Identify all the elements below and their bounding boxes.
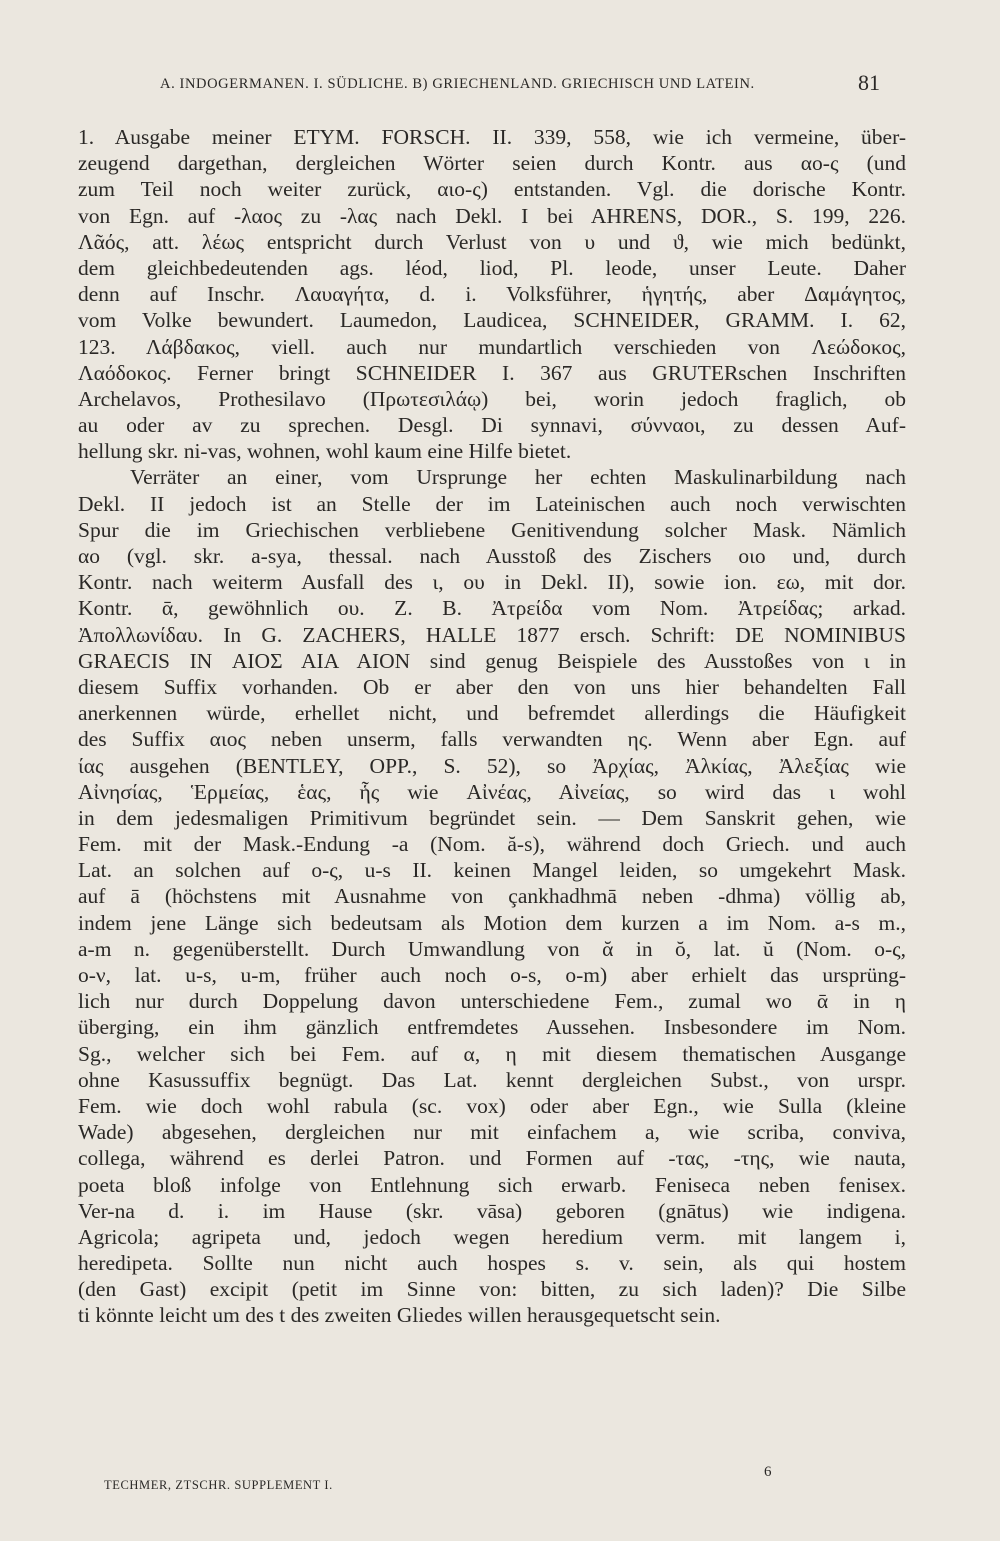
text-line: Kontr. ᾱ, gewöhnlich ου. Z. B. Ἀτρείδα vom Nom. Ἀτρείδας; arkad.	[78, 596, 906, 621]
page-number: 81	[858, 70, 880, 95]
text-line: diesem Suffix vorhanden. Ob er aber den von uns hier behandelten Fall	[78, 674, 906, 699]
text-line: ti könnte leicht um des t des zweiten Gliedes willen herausgequetscht sein.	[78, 1303, 721, 1328]
text-line: Verräter an einer, vom Ursprunge her echten Maskulinarbildung nach	[130, 465, 906, 490]
text-line: au oder av zu sprechen. Desgl. Di synnavi, σύνναοι, zu dessen Auf-	[78, 413, 906, 438]
text-line: Agricola; agripeta und, jedoch wegen heredium verm. mit langem i,	[78, 1224, 906, 1249]
text-line: zeugend dargethan, dergleichen Wörter seien durch Kontr. aus αο-ς (und	[78, 151, 906, 176]
text-line: in dem jedesmaligen Primitivum begründet sein. — Dem Sanskrit gehen, wie	[78, 805, 906, 830]
sheet-number: 6	[764, 1464, 772, 1480]
text-line: Kontr. nach weiterm Ausfall des ι, ου in Dekl. II), sowie ion. εω, mit dor.	[78, 570, 906, 595]
text-line: überging, ein ihm gänzlich entfremdetes Aussehen. Insbesondere im Nom.	[78, 1015, 906, 1040]
text-line: (den Gast) excipit (petit im Sinne von: bitten, zu sich laden)? Die Silbe	[78, 1277, 906, 1302]
running-head-title: A. INDOGERMANEN. I. SÜDLICHE. B) GRIECHENLAND. GRIECHISCH UND LATEIN.	[160, 76, 755, 92]
body-text	[78, 124, 906, 1329]
text-line: Fem. wie doch wohl rabula (sc. vox) oder aber Egn., wie Sulla (kleine	[78, 1093, 906, 1118]
text-line: heredipeta. Sollte nun nicht auch hospes s. v. sein, als qui hostem	[78, 1251, 906, 1276]
text-line: 123. Λάβδακος, viell. auch nur mundartlich verschieden von Λεώδοκος,	[78, 334, 906, 359]
text-line: Αἰνησίας, Ἑρμείας, ἑας, ἧς wie Αἰνέας, Αἰνείας, so wird das ι wohl	[78, 779, 906, 804]
text-line: des Suffix αιος neben unserm, falls verwandten ης. Wenn aber Egn. auf	[78, 727, 906, 752]
text-line: ίας ausgehen (BENTLEY, OPP., S. 52), so Ἀρχίας, Ἀλκίας, Ἀλεξίας wie	[78, 753, 906, 778]
text-line: lich nur durch Doppelung davon unterschiedene Fem., zumal wo ᾱ in η	[78, 989, 906, 1014]
text-line: poeta bloß infolge von Entlehnung sich erwarb. Feniseca neben fenisex.	[78, 1172, 906, 1197]
text-line: Archelavos, Prothesilavo (Πρωτεσιλάῳ) bei, worin jedoch fraglich, ob	[78, 386, 906, 411]
text-line: a-m n. gegenüberstellt. Durch Umwandlung von ᾰ in ŏ, lat. ŭ (Nom. ο-ς,	[78, 936, 906, 961]
text-line: GRAECIS IN ΑΙΟΣ ΑΙΑ ΑΙΟΝ sind genug Beispiele des Ausstoßes von ι in	[78, 648, 906, 673]
text-line: dem gleichbedeutenden ags. léod, liod, Pl. leode, unser Leute. Daher	[78, 255, 906, 280]
text-line: collega, während es derlei Patron. und Formen auf -τας, -της, wie nauta,	[78, 1146, 906, 1171]
footer-signature: TECHMER, ZTSCHR. SUPPLEMENT I.	[104, 1478, 333, 1492]
text-line: Sg., welcher sich bei Fem. auf α, η mit diesem thematischen Ausgange	[78, 1041, 906, 1066]
text-line: 1. Ausgabe meiner ETYM. FORSCH. II. 339, 558, wie ich vermeine, über-	[78, 125, 906, 149]
text-line: Lat. an solchen auf ο-ς, u-s II. keinen Mangel leiden, so umgekehrt Mask.	[78, 858, 906, 883]
text-line: hellung skr. ni-vas, wohnen, wohl kaum eine Hilfe bietet.	[78, 439, 572, 464]
text-line: Wade) abgesehen, dergleichen nur mit einfachem a, wie scriba, conviva,	[78, 1120, 906, 1145]
text-line: Λᾶός, att. λέως entspricht durch Verlust von υ und ϑ, wie mich bedünkt,	[78, 229, 906, 254]
text-line: vom Volke bewundert. Laumedon, Laudicea, SCHNEIDER, GRAMM. I. 62,	[78, 308, 906, 333]
text-line: ο-ν, lat. u-s, u-m, früher auch noch o-s, o-m) aber erhielt das ursprüng-	[78, 963, 906, 987]
text-line: Dekl. II jedoch ist an Stelle der im Lateinischen auch noch verwischten	[78, 491, 906, 516]
text-line: Ver-na d. i. im Hause (skr. vāsa) geboren (gnātus) wie indigena.	[78, 1198, 906, 1223]
text-line: αο (vgl. skr. a-sya, thessal. nach Ausstoß des Zischers οιο und, durch	[78, 544, 906, 568]
text-line: Fem. mit der Mask.-Endung -a (Nom. ă-s), während doch Griech. und auch	[78, 832, 906, 857]
text-line: ohne Kasussuffix begnügt. Das Lat. kennt dergleichen Subst., von urspr.	[78, 1067, 906, 1092]
text-line: denn auf Inschr. Λαυαγήτα, d. i. Volksführer, ἡγητής, aber Δαμάγητος,	[78, 282, 906, 307]
text-line: zum Teil noch weiter zurück, αιο-ς) entstanden. Vgl. die dorische Kontr.	[78, 177, 906, 202]
text-line: Λαόδοκος. Ferner bringt SCHNEIDER I. 367 aus GRUTERschen Inschriften	[78, 360, 906, 385]
text-line: indem jene Länge sich bedeutsam als Motion dem kurzen a im Nom. a-s m.,	[78, 910, 906, 935]
text-line: anerkennen würde, erhellet nicht, und befremdet allerdings die Häufigkeit	[78, 701, 906, 726]
text-line: von Egn. auf -λαος zu -λας nach Dekl. I bei AHRENS, DOR., S. 199, 226.	[78, 203, 906, 228]
text-line: auf ā (höchstens mit Ausnahme von çankhadhmā neben -dhma) völlig ab,	[78, 884, 906, 909]
text-line: Ἀπολλωνίδαυ. In G. ZACHERS, HALLE 1877 ersch. Schrift: DE NOMINIBUS	[78, 622, 906, 647]
text-line: Spur die im Griechischen verbliebene Genitivendung solcher Mask. Nämlich	[78, 517, 906, 542]
